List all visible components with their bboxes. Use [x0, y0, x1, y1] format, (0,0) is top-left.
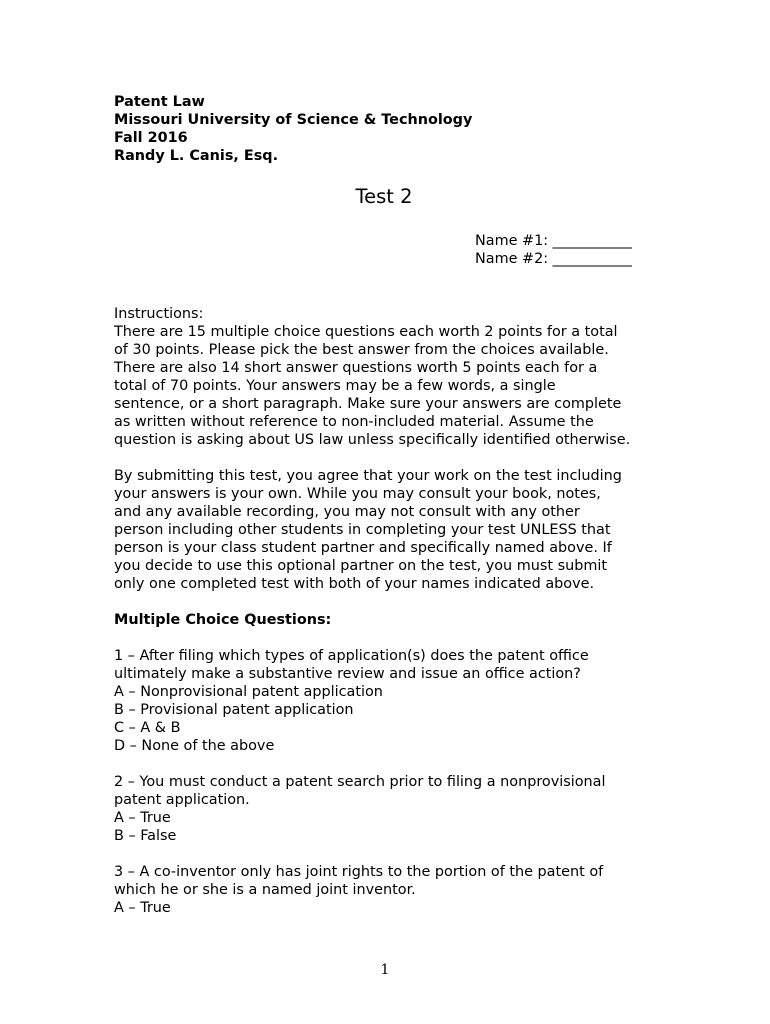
instructions-line: There are also 14 short answer questions worth 5 points each for a [114, 360, 598, 376]
test-title: Test 2 [355, 185, 413, 208]
mc-heading: Multiple Choice Questions: [114, 612, 332, 628]
agreement-line: person including other students in completing your test UNLESS that [114, 522, 611, 538]
question-1-option-b: B – Provisional patent application [114, 702, 354, 718]
agreement-line: By submitting this test, you agree that your work on the test including [114, 468, 622, 484]
question-1-option-d: D – None of the above [114, 738, 275, 754]
question-3-text: 3 – A co-inventor only has joint rights to the portion of the patent of [114, 864, 604, 880]
name-fields [475, 232, 632, 268]
course-name: Patent Law [114, 94, 205, 110]
agreement-line: your answers is your own. While you may consult your book, notes, [114, 486, 601, 502]
page-number: 1 [380, 962, 390, 978]
instructions-line: question is asking about US law unless specifically identified otherwise. [114, 432, 631, 448]
agreement-line: and any available recording, you may not consult with any other [114, 504, 580, 520]
instructions-line: as written without reference to non-included material. Assume the [114, 414, 594, 430]
question-1-text: ultimately make a substantive review and issue an office action? [114, 666, 581, 682]
question-2-text: 2 – You must conduct a patent search prior to filing a nonprovisional [114, 774, 606, 790]
agreement-line: person is your class student partner and specifically named above. If [114, 540, 612, 556]
question-1-option-a: A – Nonprovisional patent application [114, 684, 383, 700]
instructions-line: There are 15 multiple choice questions each worth 2 points for a total [114, 324, 618, 340]
question-3-text: which he or she is a named joint inventor. [114, 882, 416, 898]
test-body [114, 305, 674, 917]
name-1-field[interactable]: Name #1: ___________ [475, 233, 632, 249]
instructor: Randy L. Canis, Esq. [114, 148, 279, 164]
agreement-line: you decide to use this optional partner on the test, you must submit [114, 558, 608, 574]
question-1-text: 1 – After filing which types of application(s) does the patent office [114, 648, 589, 664]
question-1-option-c: C – A & B [114, 720, 181, 736]
question-2-text: patent application. [114, 792, 250, 808]
instructions-label: Instructions: [114, 306, 204, 322]
document-page [114, 93, 674, 916]
name-2-field[interactable]: Name #2: ___________ [475, 251, 632, 267]
agreement-line: only one completed test with both of your names indicated above. [114, 576, 595, 592]
question-2-option-a: A – True [114, 810, 171, 826]
instructions-line: of 30 points. Please pick the best answer from the choices available. [114, 342, 609, 358]
question-3-option-a: A – True [114, 900, 171, 916]
question-2-option-b: B – False [114, 828, 177, 844]
instructions-line: total of 70 points. Your answers may be a few words, a single [114, 378, 556, 394]
term: Fall 2016 [114, 130, 188, 146]
school-name: Missouri University of Science & Technology [114, 112, 473, 128]
instructions-line: sentence, or a short paragraph. Make sure your answers are complete [114, 396, 622, 412]
